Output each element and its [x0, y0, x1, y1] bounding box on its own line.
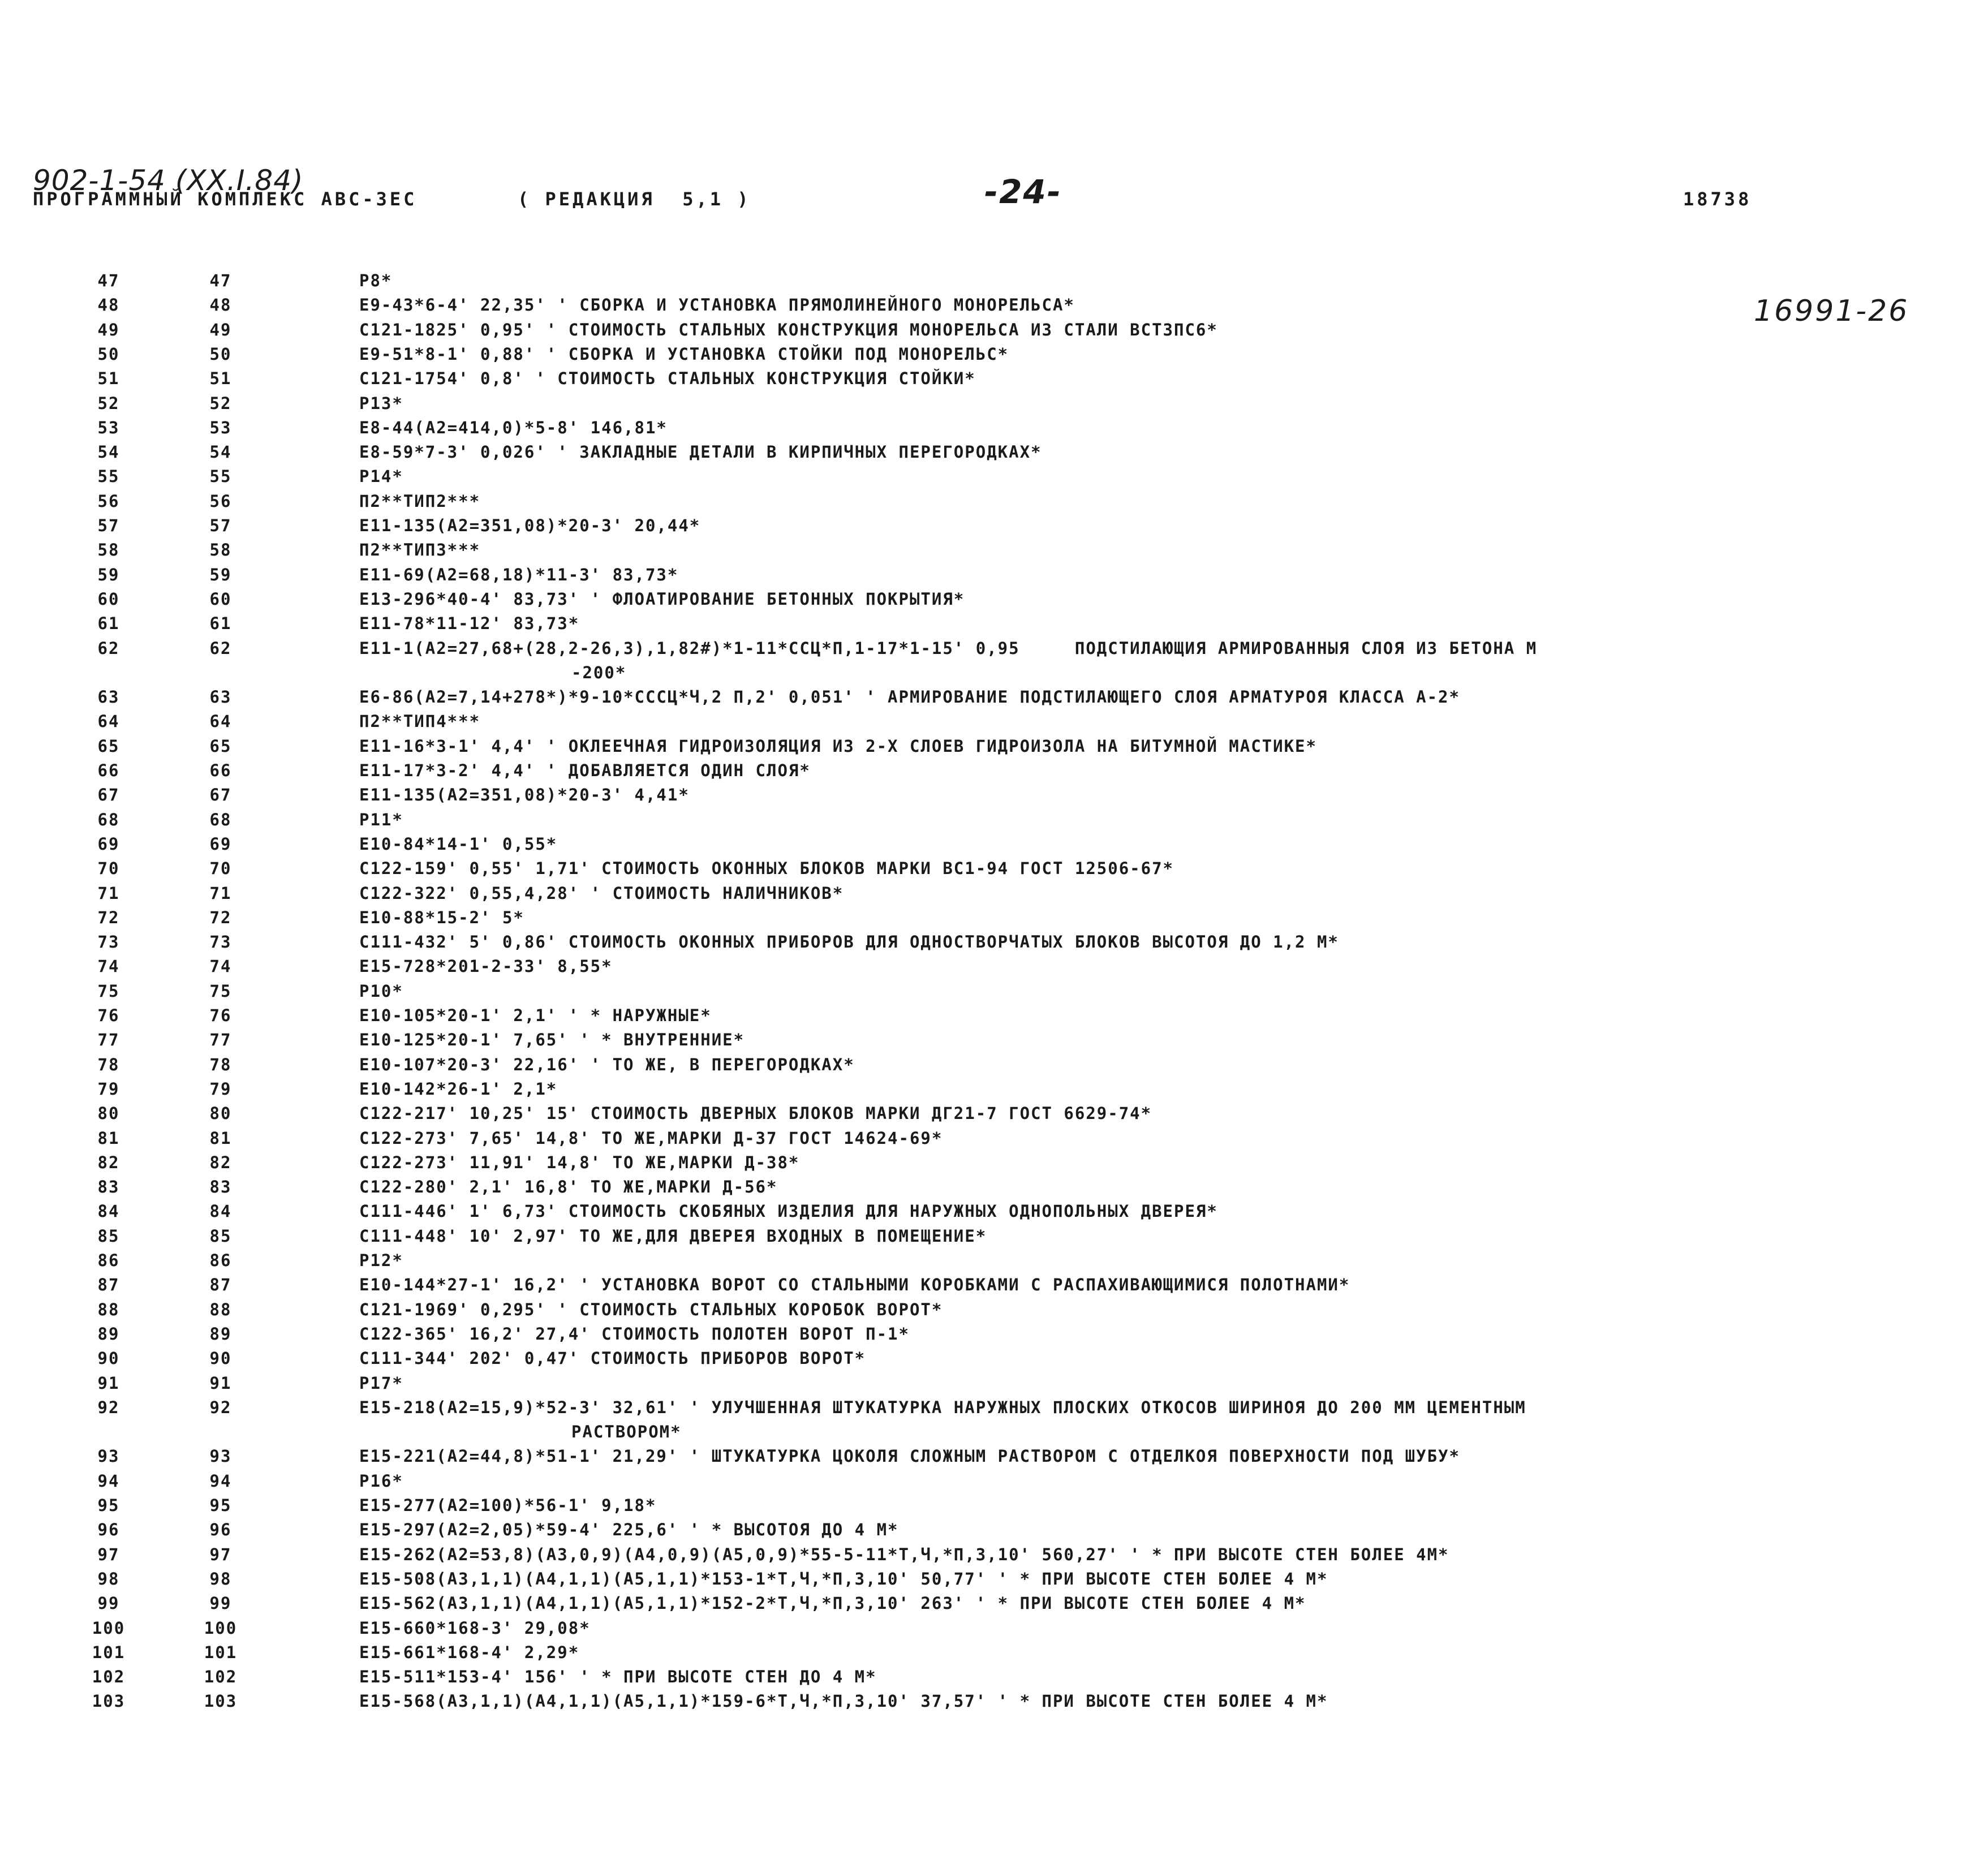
line-number: 83 — [97, 1177, 120, 1197]
statement-number: 91 — [209, 1373, 232, 1393]
line-number: 84 — [97, 1202, 120, 1221]
line-number: 79 — [97, 1079, 120, 1099]
listing-row — [0, 444, 1988, 467]
line-number: 74 — [97, 957, 120, 976]
listing-row — [0, 346, 1988, 369]
statement-number: 85 — [209, 1226, 232, 1246]
listing-row — [0, 860, 1988, 883]
statement-number: 78 — [209, 1054, 232, 1074]
statement-text: C111-344' 202' 0,47' СТОИМОСТЬ ПРИБОРОВ ВОРОТ* — [359, 1349, 866, 1368]
statement-number: 62 — [209, 638, 232, 658]
statement-number: 55 — [209, 467, 232, 487]
line-number: 86 — [97, 1251, 120, 1270]
listing-row — [0, 1642, 1988, 1667]
listing-row — [0, 1448, 1988, 1471]
line-number: 63 — [97, 687, 120, 707]
statement-number: 73 — [209, 932, 232, 952]
listing-row — [0, 885, 1988, 908]
statement-text: C111-446' 1' 6,73' СТОИМОСТЬ СКОБЯНЫХ ИЗДЕЛИЯ ДЛЯ НАРУЖНЫХ ОДНОПОЛЬНЫХ ДВЕРЕЯ* — [359, 1202, 1218, 1221]
line-number: 62 — [97, 638, 120, 658]
statement-text: C122-280' 2,1' 16,8' ТО ЖЕ,МАРКИ Д-56* — [359, 1177, 778, 1197]
statement-text: П2**ТИП3*** — [359, 540, 481, 560]
listing-row — [0, 640, 1988, 663]
statement-text: C122-365' 16,2' 27,4' СТОИМОСТЬ ПОЛОТЕН ВОРОТ П-1* — [359, 1324, 910, 1344]
statement-text: E10-105*20-1' 2,1' ' * НАРУЖНЫЕ* — [359, 1006, 712, 1025]
statement-number: 47 — [209, 271, 232, 290]
handwritten-reference: 16991-26 — [1754, 294, 1909, 328]
line-number: 94 — [97, 1471, 120, 1491]
line-number: 55 — [97, 467, 120, 487]
statement-number: 60 — [209, 589, 232, 609]
document-number: 18738 — [1683, 188, 1752, 210]
line-number: 50 — [97, 344, 120, 364]
statement-text: C121-1825' 0,95' ' СТОИМОСТЬ СТАЛЬНЫХ КОНСТРУКЦИЯ МОНОРЕЛЬСА ИЗ СТАЛИ ВСТЗПС6* — [359, 320, 1218, 339]
line-number: 76 — [97, 1006, 120, 1025]
line-number: 75 — [97, 981, 120, 1001]
statement-number: 95 — [209, 1496, 232, 1515]
line-number: 71 — [97, 883, 120, 903]
listing-row — [0, 958, 1988, 981]
statement-number: 82 — [209, 1152, 232, 1172]
line-number: 53 — [97, 417, 120, 437]
listing-row — [0, 1326, 1988, 1349]
statement-text: P11* — [359, 810, 403, 829]
line-number: 92 — [97, 1397, 120, 1417]
listing-row — [0, 1497, 1988, 1520]
listing-row — [0, 1179, 1988, 1202]
statement-text: E15-661*168-4' 2,29* — [359, 1642, 580, 1662]
statement-number: 93 — [209, 1447, 232, 1466]
line-number: 85 — [97, 1226, 120, 1246]
listing-row — [0, 468, 1988, 491]
listing-row — [0, 1544, 1988, 1569]
line-number: 102 — [92, 1667, 126, 1687]
line-number: 52 — [97, 393, 120, 413]
statement-text: E15-262(A2=53,8)(A3,0,9)(A4,0,9)(A5,0,9)*55-5-11*Т,Ч,*П,3,10' 560,27' ' * ПРИ ВЫСОТЕ СТЕН БОЛЕЕ 4М* — [359, 1544, 1449, 1564]
line-number: 60 — [97, 589, 120, 609]
statement-text: P10* — [359, 981, 403, 1001]
statement-continuation: РАСТВОРОМ* — [571, 1422, 682, 1442]
program-title: ПРОГРАММНЫЙ КОМПЛЕКС АВС-ЗЕС — [33, 188, 418, 210]
line-number: 69 — [97, 834, 120, 854]
line-number: 66 — [97, 761, 120, 780]
listing-row — [0, 1008, 1988, 1030]
statement-text: E8-59*7-3' 0,026' ' ЗАКЛАДНЫЕ ДЕТАЛИ В КИРПИЧНЫХ ПЕРЕГОРОДКАХ* — [359, 442, 1042, 462]
listing-row — [0, 713, 1988, 736]
statement-number: 53 — [209, 417, 232, 437]
line-number: 100 — [92, 1618, 126, 1638]
listing-row — [0, 738, 1988, 761]
listing-row — [0, 542, 1988, 565]
listing-row — [0, 273, 1988, 295]
listing-row — [0, 591, 1988, 614]
statement-text: П2**ТИП2*** — [359, 491, 481, 511]
statement-text: P17* — [359, 1373, 403, 1393]
statement-text: C121-1754' 0,8' ' СТОИМОСТЬ СТАЛЬНЫХ КОНСТРУКЦИЯ СТОЙКИ* — [359, 369, 976, 389]
listing-row — [0, 787, 1988, 810]
listing-row — [0, 1252, 1988, 1275]
statement-number: 84 — [209, 1202, 232, 1221]
statement-number: 96 — [209, 1520, 232, 1540]
listing-row — [0, 395, 1988, 418]
statement-number: 51 — [209, 369, 232, 389]
statement-text: E11-16*3-1' 4,4' ' ОКЛЕЕЧНАЯ ГИДРОИЗОЛЯЦИЯ ИЗ 2-Х СЛОЕВ ГИДРОИЗОЛА НА БИТУМНОЙ МАСТИКЕ* — [359, 736, 1317, 756]
statement-number: 63 — [209, 687, 232, 707]
statement-number: 99 — [209, 1594, 232, 1613]
statement-number: 67 — [209, 785, 232, 805]
statement-text: E15-562(A3,1,1)(A4,1,1)(A5,1,1)*152-2*Т,Ч,*П,3,10' 263' ' * ПРИ ВЫСОТЕ СТЕН БОЛЕЕ 4 М* — [359, 1594, 1306, 1613]
edition-label: ( РЕДАКЦИЯ 5,1 ) — [518, 188, 751, 210]
statement-text: E10-142*26-1' 2,1* — [359, 1079, 558, 1099]
statement-text: E15-728*201-2-33' 8,55* — [359, 957, 613, 976]
statement-number: 52 — [209, 393, 232, 413]
listing-row — [0, 1693, 1988, 1716]
line-number: 103 — [92, 1691, 126, 1711]
listing-row — [0, 1081, 1988, 1104]
statement-number: 90 — [209, 1349, 232, 1368]
line-number: 91 — [97, 1373, 120, 1393]
listing-row — [0, 1054, 1988, 1079]
line-number: 70 — [97, 859, 120, 879]
statement-text: E8-44(A2=414,0)*5-8' 146,81* — [359, 417, 668, 437]
statement-number: 80 — [209, 1104, 232, 1123]
statement-text: E15-511*153-4' 156' ' * ПРИ ВЫСОТЕ СТЕН ДО 4 М* — [359, 1667, 877, 1687]
document-code: 902-1-54 (XX.I.84) — [33, 164, 304, 197]
statement-number: 61 — [209, 614, 232, 634]
statement-number: 75 — [209, 981, 232, 1001]
statement-text: P8* — [359, 271, 393, 290]
statement-number: 89 — [209, 1324, 232, 1344]
statement-text: P14* — [359, 467, 403, 487]
listing-row — [0, 322, 1988, 345]
listing-row — [0, 689, 1988, 712]
statement-number: 49 — [209, 320, 232, 339]
statement-text: E15-297(A2=2,05)*59-4' 225,6' ' * ВЫСОТОЯ ДО 4 М* — [359, 1520, 899, 1540]
statement-text: E15-218(A2=15,9)*52-3' 32,61' ' УЛУЧШЕННАЯ ШТУКАТУРКА НАРУЖНЫХ ПЛОСКИХ ОТКОСОВ ШИРИНОЯ ДО 200 ММ ЦЕМЕНТНЫМ — [359, 1397, 1526, 1417]
line-number: 57 — [97, 516, 120, 535]
statement-text: E6-86(A2=7,14+278*)*9-10*СССЦ*Ч,2 П,2' 0,051' ' АРМИРОВАНИЕ ПОДСТИЛАЮЩЕГО СЛОЯ АРМАТУРОЯ КЛАССА А-2* — [359, 687, 1460, 707]
listing-row — [0, 493, 1988, 516]
line-number: 101 — [92, 1642, 126, 1662]
statement-text: E11-17*3-2' 4,4' ' ДОБАВЛЯЕТСЯ ОДИН СЛОЯ* — [359, 761, 811, 780]
line-number: 96 — [97, 1520, 120, 1540]
listing-row — [0, 1595, 1988, 1618]
line-number: 54 — [97, 442, 120, 462]
statement-number: 68 — [209, 810, 232, 829]
statement-number: 48 — [209, 295, 232, 315]
line-number: 58 — [97, 540, 120, 560]
statement-text: E15-277(A2=100)*56-1' 9,18* — [359, 1496, 657, 1515]
statement-number: 77 — [209, 1030, 232, 1050]
line-number: 88 — [97, 1299, 120, 1319]
line-number: 49 — [97, 320, 120, 339]
statement-text: E15-568(A3,1,1)(A4,1,1)(A5,1,1)*159-6*Т,Ч,*П,3,10' 37,57' ' * ПРИ ВЫСОТЕ СТЕН БОЛЕЕ 4 М* — [359, 1691, 1328, 1711]
statement-text: P13* — [359, 393, 403, 413]
statement-number: 98 — [209, 1569, 232, 1589]
listing-row-continuation — [0, 662, 1988, 687]
listing-row — [0, 417, 1988, 442]
statement-text: C122-273' 7,65' 14,8' ТО ЖЕ,МАРКИ Д-37 ГОСТ 14624-69* — [359, 1128, 943, 1148]
line-number: 80 — [97, 1104, 120, 1123]
listing-row — [0, 1032, 1988, 1054]
page-number: -24- — [984, 173, 1062, 211]
statement-text: C111-448' 10' 2,97' ТО ЖЕ,ДЛЯ ДВЕРЕЯ ВХОДНЫХ В ПОМЕЩЕНИЕ* — [359, 1226, 987, 1246]
listing-row — [0, 518, 1988, 540]
line-number: 65 — [97, 736, 120, 756]
statement-text: E15-660*168-3' 29,08* — [359, 1618, 591, 1638]
line-number: 47 — [97, 271, 120, 290]
statement-text: P16* — [359, 1471, 403, 1491]
line-number: 93 — [97, 1447, 120, 1466]
line-number: 77 — [97, 1030, 120, 1050]
statement-text: E10-84*14-1' 0,55* — [359, 834, 558, 854]
statement-text: C121-1969' 0,295' ' СТОИМОСТЬ СТАЛЬНЫХ КОРОБОК ВОРОТ* — [359, 1299, 943, 1319]
line-number: 48 — [97, 295, 120, 315]
statement-number: 56 — [209, 491, 232, 511]
line-number: 51 — [97, 369, 120, 389]
listing-row — [0, 1228, 1988, 1251]
statement-number: 102 — [204, 1667, 238, 1687]
line-number: 61 — [97, 614, 120, 634]
statement-number: 74 — [209, 957, 232, 976]
listing-row — [0, 1105, 1988, 1128]
line-number: 82 — [97, 1152, 120, 1172]
statement-text: E10-144*27-1' 16,2' ' УСТАНОВКА ВОРОТ СО СТАЛЬНЫМИ КОРОБКАМИ С РАСПАХИВАЮЩИМИСЯ ПОЛОТНАМИ* — [359, 1275, 1350, 1295]
statement-text: E11-78*11-12' 83,73* — [359, 614, 580, 634]
statement-number: 64 — [209, 712, 232, 731]
statement-text: E9-43*6-4' 22,35' ' СБОРКА И УСТАНОВКА ПРЯМОЛИНЕЙНОГО МОНОРЕЛЬСА* — [359, 295, 1075, 315]
line-number: 99 — [97, 1594, 120, 1613]
statement-number: 97 — [209, 1544, 232, 1564]
listing-row — [0, 812, 1988, 834]
statement-number: 59 — [209, 565, 232, 584]
line-number: 95 — [97, 1496, 120, 1515]
statement-number: 87 — [209, 1275, 232, 1295]
statement-number: 50 — [209, 344, 232, 364]
line-number: 87 — [97, 1275, 120, 1295]
statement-number: 92 — [209, 1397, 232, 1417]
statement-number: 72 — [209, 907, 232, 927]
statement-number: 101 — [204, 1642, 238, 1662]
line-number: 78 — [97, 1054, 120, 1074]
listing-row — [0, 1203, 1988, 1226]
statement-number: 100 — [204, 1618, 238, 1638]
listing-row — [0, 1152, 1988, 1177]
listing-row — [0, 1350, 1988, 1373]
statement-text: E15-508(A3,1,1)(A4,1,1)(A5,1,1)*153-1*Т,Ч,*П,3,10' 50,77' ' * ПРИ ВЫСОТЕ СТЕН БОЛЕЕ 4 М* — [359, 1569, 1328, 1589]
listing-row — [0, 934, 1988, 957]
listing-row — [0, 1669, 1988, 1691]
listing-row — [0, 983, 1988, 1006]
listing-row — [0, 836, 1988, 859]
listing-row — [0, 1277, 1988, 1299]
listing-row — [0, 1473, 1988, 1496]
statement-text: C122-217' 10,25' 15' СТОИМОСТЬ ДВЕРНЫХ БЛОКОВ МАРКИ ДГ21-7 ГОСТ 6629-74* — [359, 1104, 1152, 1123]
statement-number: 103 — [204, 1691, 238, 1711]
line-number: 72 — [97, 907, 120, 927]
line-number: 81 — [97, 1128, 120, 1148]
statement-text: E11-135(A2=351,08)*20-3' 20,44* — [359, 516, 701, 535]
statement-number: 88 — [209, 1299, 232, 1319]
statement-number: 81 — [209, 1128, 232, 1148]
listing-row — [0, 1397, 1988, 1422]
statement-number: 69 — [209, 834, 232, 854]
line-number: 68 — [97, 810, 120, 829]
statement-number: 83 — [209, 1177, 232, 1197]
line-number: 64 — [97, 712, 120, 731]
statement-text: P12* — [359, 1251, 403, 1270]
statement-number: 94 — [209, 1471, 232, 1491]
statement-text: C122-273' 11,91' 14,8' ТО ЖЕ,МАРКИ Д-38* — [359, 1152, 800, 1172]
statement-number: 57 — [209, 516, 232, 535]
statement-number: 66 — [209, 761, 232, 780]
line-number: 98 — [97, 1569, 120, 1589]
line-number: 89 — [97, 1324, 120, 1344]
statement-text: E11-69(A2=68,18)*11-3' 83,73* — [359, 565, 679, 584]
statement-text: C111-432' 5' 0,86' СТОИМОСТЬ ОКОННЫХ ПРИБОРОВ ДЛЯ ОДНОСТВОРЧАТЫХ БЛОКОВ ВЫСОТОЯ ДО 1,2 М* — [359, 932, 1339, 952]
statement-number: 70 — [209, 859, 232, 879]
listing-row — [0, 371, 1988, 393]
statement-text: П2**ТИП4*** — [359, 712, 481, 731]
listing-row — [0, 297, 1988, 320]
listing-row — [0, 907, 1988, 932]
listing-row — [0, 1299, 1988, 1324]
statement-text: E10-88*15-2' 5* — [359, 907, 524, 927]
line-number: 97 — [97, 1544, 120, 1564]
statement-number: 58 — [209, 540, 232, 560]
listing-row — [0, 1522, 1988, 1544]
line-number: 90 — [97, 1349, 120, 1368]
listing-row — [0, 1130, 1988, 1153]
statement-number: 79 — [209, 1079, 232, 1099]
statement-text: E10-125*20-1' 7,65' ' * ВНУТРЕННИЕ* — [359, 1030, 745, 1050]
statement-number: 76 — [209, 1006, 232, 1025]
statement-number: 65 — [209, 736, 232, 756]
listing-row — [0, 1375, 1988, 1398]
statement-text: E9-51*8-1' 0,88' ' СБОРКА И УСТАНОВКА СТОЙКИ ПОД МОНОРЕЛЬС* — [359, 344, 1009, 364]
statement-text: E11-1(A2=27,68+(28,2-26,3),1,82#)*1-11*ССЦ*П,1-17*1-15' 0,95 ПОДСТИЛАЮЩИЯ АРМИРОВАННЫЯ СЛОЯ ИЗ БЕТОНА М — [359, 638, 1538, 658]
line-number: 67 — [97, 785, 120, 805]
statement-number: 54 — [209, 442, 232, 462]
statement-text: E13-296*40-4' 83,73' ' ФЛОАТИРОВАНИЕ БЕТОННЫХ ПОКРЫТИЯ* — [359, 589, 965, 609]
statement-text: E11-135(A2=351,08)*20-3' 4,41* — [359, 785, 690, 805]
listing-row-continuation — [0, 1424, 1988, 1447]
statement-continuation: -200* — [571, 662, 627, 682]
listing-row — [0, 1620, 1988, 1643]
statement-text: E15-221(A2=44,8)*51-1' 21,29' ' ШТУКАТУРКА ЦОКОЛЯ СЛОЖНЫМ РАСТВОРОМ С ОТДЕЛКОЯ ПОВЕРХНОСТИ ПОД ШУБУ* — [359, 1447, 1460, 1466]
listing-row — [0, 763, 1988, 785]
line-number: 59 — [97, 565, 120, 584]
statement-number: 71 — [209, 883, 232, 903]
statement-number: 86 — [209, 1251, 232, 1270]
listing-row — [0, 567, 1988, 589]
line-number: 73 — [97, 932, 120, 952]
statement-text: C122-322' 0,55,4,28' ' СТОИМОСТЬ НАЛИЧНИКОВ* — [359, 883, 844, 903]
statement-text: E10-107*20-3' 22,16' ' ТО ЖЕ, В ПЕРЕГОРОДКАХ* — [359, 1054, 855, 1074]
line-number: 56 — [97, 491, 120, 511]
statement-text: C122-159' 0,55' 1,71' СТОИМОСТЬ ОКОННЫХ БЛОКОВ МАРКИ ВС1-94 ГОСТ 12506-67* — [359, 859, 1174, 879]
listing-row — [0, 1571, 1988, 1594]
listing-row — [0, 615, 1988, 638]
